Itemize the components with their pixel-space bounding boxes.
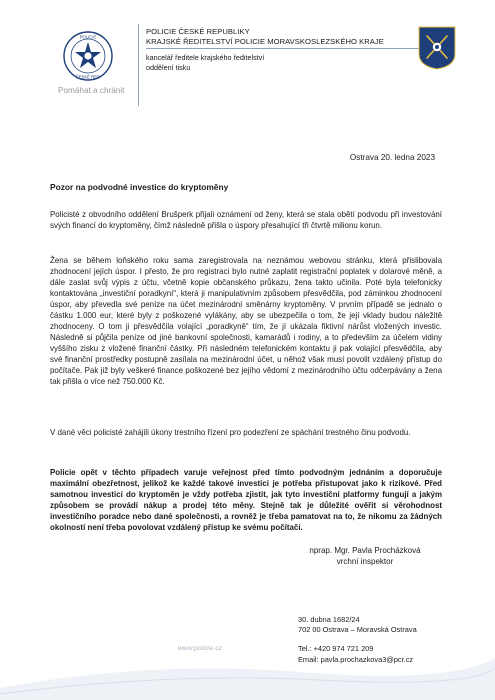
signatory-role: vrchní inspektor bbox=[336, 557, 394, 566]
paragraph-warning: Policie opět v těchto případech varuje veřejnost před tímto podvodným jednáním a doporučuje maximální obezřetnost, jelikož ke každé takové investici je potřeba přistupovat jako k rizikové. Před samotnou investicí do kryptoměn je vždy potřeba zjistit, jak tyto investiční platformy fungují a jakým způsobem se provádí nákup a prodej této měny. Stejně tak je důležité ověřit si věrohodnost investičního poradce nebo dané společnosti, a rovněž je třeba pamatovat na to, že nikomu za žádných okolností není třeba povolovat vzdálený přístup ke svému počítači. bbox=[50, 468, 442, 532]
email-address: Email: pavla.prochazkova3@pcr.cz bbox=[298, 654, 414, 664]
website-link[interactable]: www.policie.cz bbox=[177, 645, 223, 652]
paragraph-details: Žena se během loňského roku sama zaregistrovala na neznámou webovou stránku, která přislibovala zhodnocení jejích úspor. I přesto, že pro registraci bylo nutné zaplatit registrační poplatek v dolarové měně, a dále zaslat svůj výpis z účtu, včetně kopie občanského průkazu, žena takto učinila. Poté byla telefonicky kontaktována „investiční poradkyní“, která ji manipulativním způsobem přesvědčila, pod záminkou zhodnocení úspor, aby převedla své peníze na účet mezinárodní směnárny kryptoměny. V prvním případě se jednalo o částku 1.000 eur, které byly z poškozené vylákány, aby se ubezpečila o tom, že její vklady budou náležitě zhodnoceny. O tom ji přesvědčila volající „poradkyně“ tím, že jí ukázala fiktivní nárůst vložených investic. Následně si půjčila peníze od jiné bankovní společnosti, kamarádů i rodiny, a to především za účelem vidiny vyššího zisku z vložené finanční částky. Při následném telefonickém kontaktu ji pak volající přesvědčila, aby své finanční prostředky postupně zasílala na mezinárodní účet, u něhož však musí povolit vzdálený přístup do počítače. Pak již byly veškeré finance poškozené bez jejího vědomí z mezinárodního účtu odčerpávány a žena tak přišla o více než 750.000 Kč. bbox=[50, 256, 442, 386]
document-title: Pozor na podvodné investice do kryptoměny bbox=[50, 182, 229, 192]
document-date: Ostrava 20. ledna 2023 bbox=[349, 153, 435, 162]
address-line-1: 30. dubna 1682/24 bbox=[298, 615, 360, 624]
decorative-footer-wave bbox=[0, 650, 495, 700]
svg-text:POLICIE: POLICIE bbox=[79, 34, 97, 40]
paragraph-intro: Policisté z obvodního oddělení Brušperk přijali oznámení od ženy, která se stala obětí podvodu při investování svých financí do kryptoměny, čímž následně přišla o úspory přesahující tři čtvrtě milionu korun. bbox=[50, 210, 442, 230]
svg-text:ČESKÉ REP.: ČESKÉ REP. bbox=[75, 74, 101, 80]
org-name-line-2: KRAJSKÉ ŘEDITELSTVÍ POLICIE MORAVSKOSLEZSKÉHO KRAJE bbox=[146, 37, 384, 46]
signatory-name: nprap. Mgr. Pavla Procházková bbox=[309, 546, 421, 555]
police-star-emblem-icon bbox=[62, 30, 114, 82]
paragraph-proceedings: V dané věci policisté zahájili úkony trestního řízení pro podezření ze spáchání trestného činu podvodu. bbox=[50, 428, 411, 437]
address-line-2: 702 00 Ostrava – Moravská Ostrava bbox=[298, 625, 417, 635]
org-name-line-1: POLICIE ČESKÉ REPUBLIKY bbox=[146, 27, 250, 36]
regional-coat-of-arms-icon bbox=[418, 26, 456, 70]
signature-block bbox=[280, 545, 450, 567]
motto-text: Pomáhat a chránit bbox=[58, 86, 125, 95]
organization-header bbox=[146, 27, 436, 72]
department-line-1: kancelář ředitele krajského ředitelství bbox=[146, 53, 265, 62]
phone-number: Tel.: +420 974 721 209 bbox=[298, 644, 374, 654]
header-divider bbox=[138, 24, 139, 106]
org-separator bbox=[146, 48, 436, 49]
department-line-2: oddělení tisku bbox=[146, 62, 191, 72]
